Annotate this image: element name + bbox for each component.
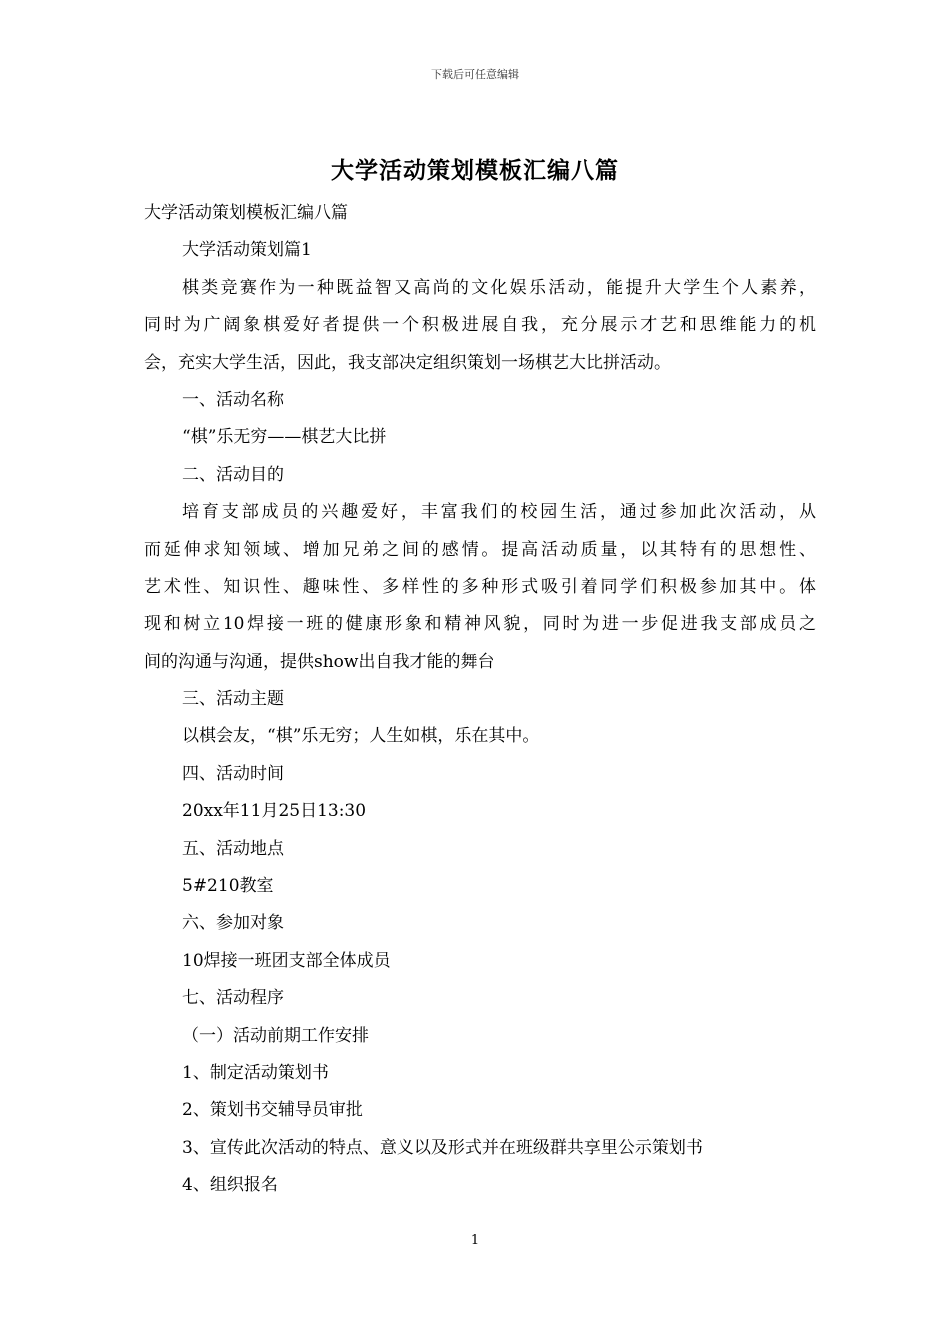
list-item: 4、组织报名 [182,1175,278,1196]
paragraph-line: 会，充实大学生活，因此，我支部决定组织策划一场棋艺大比拼活动。 [144,352,671,373]
section-heading: 二、活动目的 [182,464,284,485]
page-number: 1 [470,1233,480,1248]
document-title: 大学活动策划模板汇编八篇 [331,158,619,184]
paragraph-line: 艺术性、知识性、趣味性、多样性的多种形式吸引着同学们积极参加其中。体 [144,576,816,597]
list-item: 2、策划书交辅导员审批 [182,1100,363,1121]
list-item: 3、宣传此次活动的特点、意义以及形式并在班级群共享里公示策划书 [182,1137,703,1158]
subtitle-line: 大学活动策划模板汇编八篇 [144,203,348,223]
paragraph-line: 培育支部成员的兴趣爱好，丰富我们的校园生活，通过参加此次活动，从 [182,502,816,523]
paragraph-line: 棋类竞赛作为一种既益智又高尚的文化娱乐活动，能提升大学生个人素养， [182,277,816,298]
section-heading: 六、参加对象 [182,913,284,934]
paragraph-line: 10焊接一班团支部全体成员 [182,950,391,971]
document-body [144,195,816,1205]
paragraph-line: 以棋会友，“棋”乐无穷；人生如棋，乐在其中。 [182,726,540,747]
paragraph-line: 而延伸求知领域、增加兄弟之间的感情。提高活动质量，以其特有的思想性、 [144,539,816,560]
paragraph-line: 5#210教室 [182,876,274,897]
paragraph-line: 同时为广阔象棋爱好者提供一个积极进展自我，充分展示才艺和思维能力的机 [144,315,816,336]
section-heading: 三、活动主题 [182,689,284,710]
paragraph-line: 现和树立10焊接一班的健康形象和精神风貌，同时为进一步促进我支部成员之 [144,614,816,635]
paragraph-line: “棋”乐无穷——棋艺大比拼 [182,427,387,448]
section-heading: 大学活动策划篇1 [182,240,312,261]
section-heading: 四、活动时间 [182,763,284,784]
paragraph-line: 20xx年11月25日13:30 [182,801,367,822]
section-heading: 一、活动名称 [182,389,284,410]
list-item: 1、制定活动策划书 [182,1062,329,1083]
paragraph-line: 间的沟通与沟通，提供show出自我才能的舞台 [144,651,495,672]
section-heading: 七、活动程序 [182,988,284,1009]
header-note: 下载后可任意编辑 [431,68,519,81]
section-heading: 五、活动地点 [182,838,284,859]
sub-heading: （一）活动前期工作安排 [182,1025,369,1046]
